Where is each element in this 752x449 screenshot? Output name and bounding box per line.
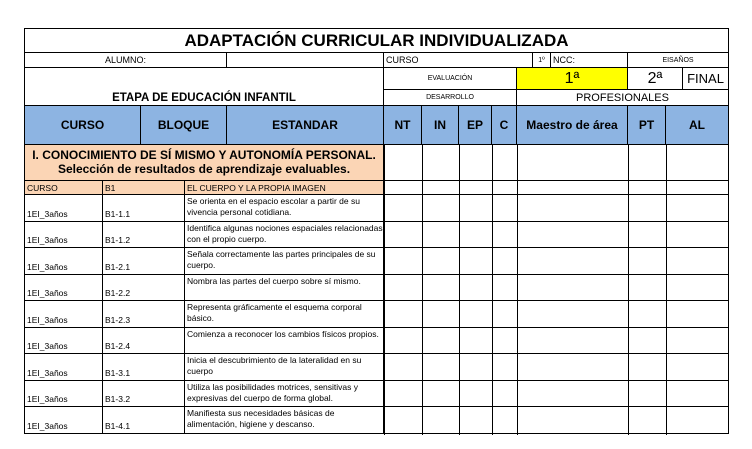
header-estandar: ESTANDAR: [227, 106, 384, 145]
row-estandar: Representa gráficamente el esquema corporal básico.: [185, 301, 384, 328]
row-estandar: Inicia el descubrimiento de la lateralidad en su cuerpo: [185, 354, 384, 381]
row-estandar: Utiliza las posibilidades motrices, sensitivas y expresivas del cuerpo de forma global.: [185, 381, 384, 408]
row-bloque: B1-2.4: [103, 328, 185, 355]
row-evaluation-cells[interactable]: [384, 381, 728, 408]
row-curso: 1EI_3años: [25, 328, 103, 355]
header-ep: EP: [459, 106, 492, 145]
row-bloque: B1-3.1: [103, 354, 185, 381]
row-bloque: B1-2.3: [103, 301, 185, 328]
evaluation-final[interactable]: FINAL: [683, 68, 728, 90]
evaluation-2[interactable]: 2ª: [628, 68, 683, 90]
grid-line: [517, 145, 518, 435]
grid-line: [384, 145, 385, 435]
evaluation-1[interactable]: 1ª: [517, 68, 628, 90]
row-bloque: B1-1.2: [103, 222, 185, 249]
row-bloque: B1-4.1: [103, 407, 185, 434]
row-estandar: Nombra las partes del cuerpo sobre sí mismo.: [185, 275, 384, 302]
row-evaluation-cells[interactable]: [384, 354, 728, 381]
row-estandar: Señala correctamente las partes principales de su cuerpo.: [185, 248, 384, 275]
section-title: [25, 145, 384, 181]
grid-line: [666, 145, 667, 435]
curricular-adaptation-form: [24, 28, 729, 434]
header-in: IN: [422, 106, 459, 145]
row-curso: 1EI_3años: [25, 354, 103, 381]
row-curso: 1EI_3años: [25, 195, 103, 222]
header-c: C: [492, 106, 517, 145]
row-evaluation-cells[interactable]: [384, 301, 728, 328]
curso-label: CURSO: [384, 53, 533, 68]
header-nt: NT: [384, 106, 422, 145]
row-bloque: B1-2.2: [103, 275, 185, 302]
row-evaluation-cells[interactable]: [384, 328, 728, 355]
row-estandar: Se orienta en el espacio escolar a partir de su vivencia personal cotidiana.: [185, 195, 384, 222]
section-title-line1: I. CONOCIMIENTO DE SÍ MISMO Y AUTONOMÍA PERSONAL.: [32, 148, 376, 162]
row-estandar: Identifica algunas nociones espaciales relacionadas con el propio cuerpo.: [185, 222, 384, 249]
section-title-line2: Selección de resultados de aprendizaje evaluables.: [57, 162, 351, 176]
row-curso: 1EI_3años: [25, 248, 103, 275]
row-curso: 1EI_3años: [25, 275, 103, 302]
subheader-curso: CURSO: [25, 181, 103, 195]
row-bloque: B1-2.1: [103, 248, 185, 275]
grid-line: [422, 145, 423, 435]
row-evaluation-cells[interactable]: [384, 195, 728, 222]
header-al: AL: [666, 106, 728, 145]
grid-line: [459, 145, 460, 435]
ncc-number: 1º: [533, 53, 551, 68]
ncc-label: NCC:: [551, 53, 628, 68]
row-estandar: Comienza a reconocer los cambios físicos propios.: [185, 328, 384, 355]
blank-cell: [25, 68, 384, 90]
eval-grid-row: [384, 181, 728, 195]
eval-grid-row: [384, 145, 728, 181]
row-curso: 1EI_3años: [25, 222, 103, 249]
header-curso: CURSO: [25, 106, 141, 145]
eisanos-label: EISAÑOS: [628, 53, 728, 68]
row-bloque: B1-3.2: [103, 381, 185, 408]
header-bloque: BLOQUE: [141, 106, 227, 145]
subheader-estandar: EL CUERPO Y LA PROPIA IMAGEN: [185, 181, 384, 195]
desarrollo-label: DESARROLLO: [384, 90, 517, 106]
row-evaluation-cells[interactable]: [384, 407, 728, 434]
row-bloque: B1-1.1: [103, 195, 185, 222]
header-pt: PT: [628, 106, 666, 145]
grid-line: [628, 145, 629, 435]
profesionales-label: PROFESIONALES: [517, 90, 728, 106]
row-evaluation-cells[interactable]: [384, 248, 728, 275]
alumno-value[interactable]: [227, 53, 384, 68]
row-evaluation-cells[interactable]: [384, 222, 728, 249]
row-curso: 1EI_3años: [25, 407, 103, 434]
form-title: ADAPTACIÓN CURRICULAR INDIVIDUALIZADA: [25, 29, 728, 53]
row-estandar: Manifiesta sus necesidades básicas de alimentación, higiene y descanso.: [185, 407, 384, 434]
subheader-bloque: B1: [103, 181, 185, 195]
row-curso: 1EI_3años: [25, 301, 103, 328]
alumno-label: ALUMNO:: [25, 53, 227, 68]
grid-line: [492, 145, 493, 435]
header-maestro: Maestro de área: [517, 106, 628, 145]
evaluacion-label: EVALUACIÓN: [384, 68, 517, 90]
etapa-label: ETAPA DE EDUCACIÓN INFANTIL: [25, 90, 384, 106]
row-evaluation-cells[interactable]: [384, 275, 728, 302]
row-curso: 1EI_3años: [25, 381, 103, 408]
